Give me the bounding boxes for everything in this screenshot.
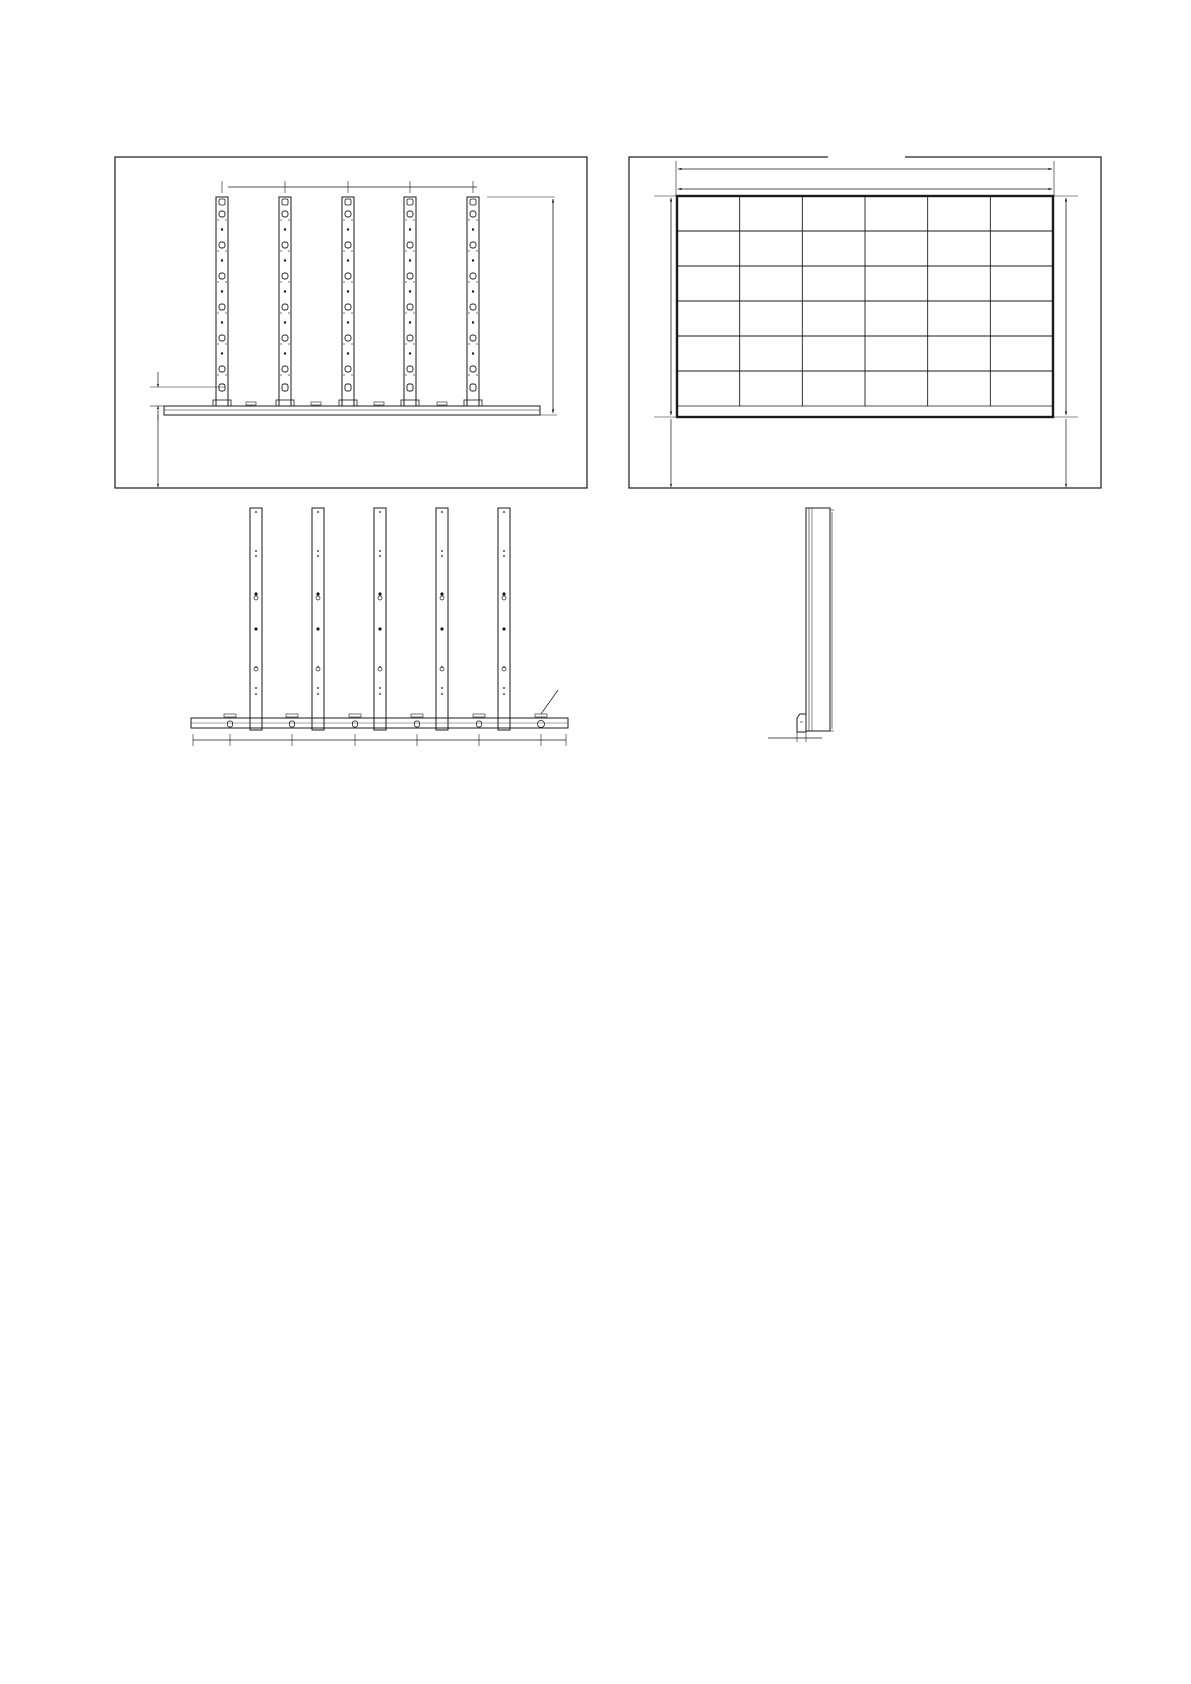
wall-side-foot bbox=[797, 714, 806, 732]
uprights-group bbox=[213, 197, 482, 406]
upright-hole bbox=[284, 228, 286, 230]
upright-hole bbox=[409, 290, 411, 292]
upright-hole bbox=[316, 627, 319, 630]
beam-clip bbox=[224, 714, 236, 717]
upright-bolt bbox=[254, 596, 258, 600]
upright-hole bbox=[379, 511, 381, 513]
upright-slot bbox=[219, 304, 225, 310]
upright-slot bbox=[345, 335, 351, 341]
view-display-wall-side bbox=[768, 508, 834, 742]
upright-hole bbox=[221, 290, 223, 292]
upright-hole bbox=[503, 550, 505, 552]
upright-hole bbox=[255, 550, 257, 552]
upright-slot bbox=[219, 242, 225, 248]
upright bbox=[276, 197, 294, 406]
upright-slot bbox=[219, 273, 225, 279]
upright-hole bbox=[503, 555, 505, 557]
upright-bolt bbox=[378, 596, 382, 600]
upright-top-slot bbox=[407, 199, 413, 205]
upright-bolt bbox=[440, 596, 444, 600]
upright-hole bbox=[221, 352, 223, 354]
upright bbox=[401, 197, 419, 406]
upright-hole bbox=[347, 352, 349, 354]
upright-hole bbox=[317, 550, 319, 552]
upright-hole bbox=[503, 693, 505, 695]
view-frame bbox=[115, 157, 587, 488]
upright-slot bbox=[407, 335, 413, 341]
upright-body bbox=[436, 508, 448, 730]
upright-hole bbox=[409, 352, 411, 354]
upright-slot bbox=[219, 335, 225, 341]
upright bbox=[250, 508, 262, 730]
upright-hole bbox=[255, 693, 257, 695]
upright-hole bbox=[441, 687, 443, 689]
upright-slot bbox=[345, 304, 351, 310]
upright-slot bbox=[282, 335, 288, 341]
upright-hole bbox=[316, 592, 319, 595]
wall-side-body bbox=[806, 508, 830, 731]
beam-connector bbox=[246, 402, 256, 405]
upright-body bbox=[250, 508, 262, 730]
upright-top-slot bbox=[345, 199, 351, 205]
upright-hole bbox=[347, 321, 349, 323]
upright-hole bbox=[409, 259, 411, 261]
upright-hole bbox=[347, 259, 349, 261]
beam-clip bbox=[286, 714, 298, 717]
upright-hole bbox=[441, 693, 443, 695]
upright-body bbox=[374, 508, 386, 730]
upright-foot-slot bbox=[407, 384, 413, 391]
upright-slot bbox=[345, 242, 351, 248]
upright-foot-slot bbox=[219, 384, 225, 391]
upright-slot bbox=[407, 273, 413, 279]
view-rack-front bbox=[115, 157, 587, 488]
upright-slot bbox=[282, 366, 288, 372]
upright-hole bbox=[472, 352, 474, 354]
beam-clip bbox=[411, 714, 423, 717]
display-panel-grid bbox=[677, 196, 1053, 406]
uprights-group bbox=[250, 508, 510, 730]
upright-hole bbox=[317, 511, 319, 513]
upright-hole bbox=[502, 627, 505, 630]
upright-hole bbox=[221, 259, 223, 261]
upright-hole bbox=[317, 687, 319, 689]
upright-hole bbox=[378, 627, 381, 630]
upright-slot bbox=[407, 242, 413, 248]
upright-hole bbox=[379, 687, 381, 689]
upright-slot bbox=[407, 366, 413, 372]
beam-hole bbox=[415, 721, 420, 727]
upright bbox=[374, 508, 386, 730]
upright-hole bbox=[441, 550, 443, 552]
beam-clip bbox=[473, 714, 485, 717]
upright-top-slot bbox=[470, 199, 476, 205]
upright-hole bbox=[440, 592, 443, 595]
upright-hole bbox=[317, 693, 319, 695]
upright-slot bbox=[282, 211, 288, 217]
upright bbox=[339, 197, 357, 406]
upright-hole bbox=[472, 228, 474, 230]
base-beam bbox=[164, 406, 540, 415]
upright-hole bbox=[255, 511, 257, 513]
view-display-wall-front bbox=[629, 157, 1101, 488]
upright-hole bbox=[255, 687, 257, 689]
upright-slot bbox=[470, 211, 476, 217]
beam-connector bbox=[374, 402, 384, 405]
upright-hole bbox=[409, 321, 411, 323]
upright-slot bbox=[282, 304, 288, 310]
upright bbox=[436, 508, 448, 730]
upright-top-slot bbox=[219, 199, 225, 205]
upright-hole bbox=[221, 228, 223, 230]
upright-hole bbox=[503, 511, 505, 513]
upright-hole bbox=[472, 290, 474, 292]
upright-hole bbox=[503, 687, 505, 689]
upright bbox=[213, 197, 231, 406]
upright-top-slot bbox=[282, 199, 288, 205]
upright-slot bbox=[470, 242, 476, 248]
upright-bolt bbox=[316, 596, 320, 600]
upright-hole bbox=[254, 627, 257, 630]
upright-hole bbox=[441, 511, 443, 513]
upright-hole bbox=[441, 555, 443, 557]
upright-hole bbox=[472, 321, 474, 323]
view-rack-bottom bbox=[191, 508, 568, 746]
upright-hole bbox=[379, 555, 381, 557]
upright-slot bbox=[407, 304, 413, 310]
beam-connector bbox=[311, 402, 321, 405]
beam-foot-hole bbox=[538, 721, 545, 728]
upright-hole bbox=[502, 592, 505, 595]
beam-hole bbox=[290, 721, 295, 727]
upright-hole bbox=[284, 259, 286, 261]
upright-hole bbox=[284, 290, 286, 292]
upright-hole bbox=[255, 555, 257, 557]
beam-hole bbox=[477, 721, 482, 727]
beam-connector bbox=[437, 402, 447, 405]
upright-slot bbox=[470, 366, 476, 372]
upright-hole bbox=[317, 555, 319, 557]
upright-slot bbox=[282, 273, 288, 279]
upright-hole bbox=[440, 627, 443, 630]
upright-foot-slot bbox=[282, 384, 288, 391]
upright-slot bbox=[407, 211, 413, 217]
upright-body bbox=[312, 508, 324, 730]
upright bbox=[498, 508, 510, 730]
leader-line bbox=[541, 690, 558, 714]
upright-slot bbox=[345, 366, 351, 372]
upright-bolt bbox=[502, 596, 506, 600]
beam-hole bbox=[353, 721, 358, 727]
upright-hole bbox=[409, 228, 411, 230]
upright-foot-slot bbox=[345, 384, 351, 391]
upright-hole bbox=[284, 321, 286, 323]
upright bbox=[312, 508, 324, 730]
upright bbox=[464, 197, 482, 406]
upright-slot bbox=[345, 211, 351, 217]
beam-hole bbox=[228, 721, 233, 727]
upright-hole bbox=[347, 290, 349, 292]
upright-hole bbox=[254, 592, 257, 595]
upright-foot-slot bbox=[470, 384, 476, 391]
upright-hole bbox=[284, 352, 286, 354]
upright-hole bbox=[378, 592, 381, 595]
upright-slot bbox=[470, 335, 476, 341]
upright-slot bbox=[219, 366, 225, 372]
upright-hole bbox=[379, 550, 381, 552]
upright-slot bbox=[470, 273, 476, 279]
beam-clip bbox=[535, 714, 547, 717]
upright-slot bbox=[345, 273, 351, 279]
beam-clip bbox=[349, 714, 361, 717]
upright-slot bbox=[470, 304, 476, 310]
upright-hole bbox=[221, 321, 223, 323]
upright-hole bbox=[347, 228, 349, 230]
upright-slot bbox=[282, 242, 288, 248]
upright-body bbox=[498, 508, 510, 730]
upright-hole bbox=[472, 259, 474, 261]
upright-slot bbox=[219, 211, 225, 217]
upright-hole bbox=[379, 693, 381, 695]
